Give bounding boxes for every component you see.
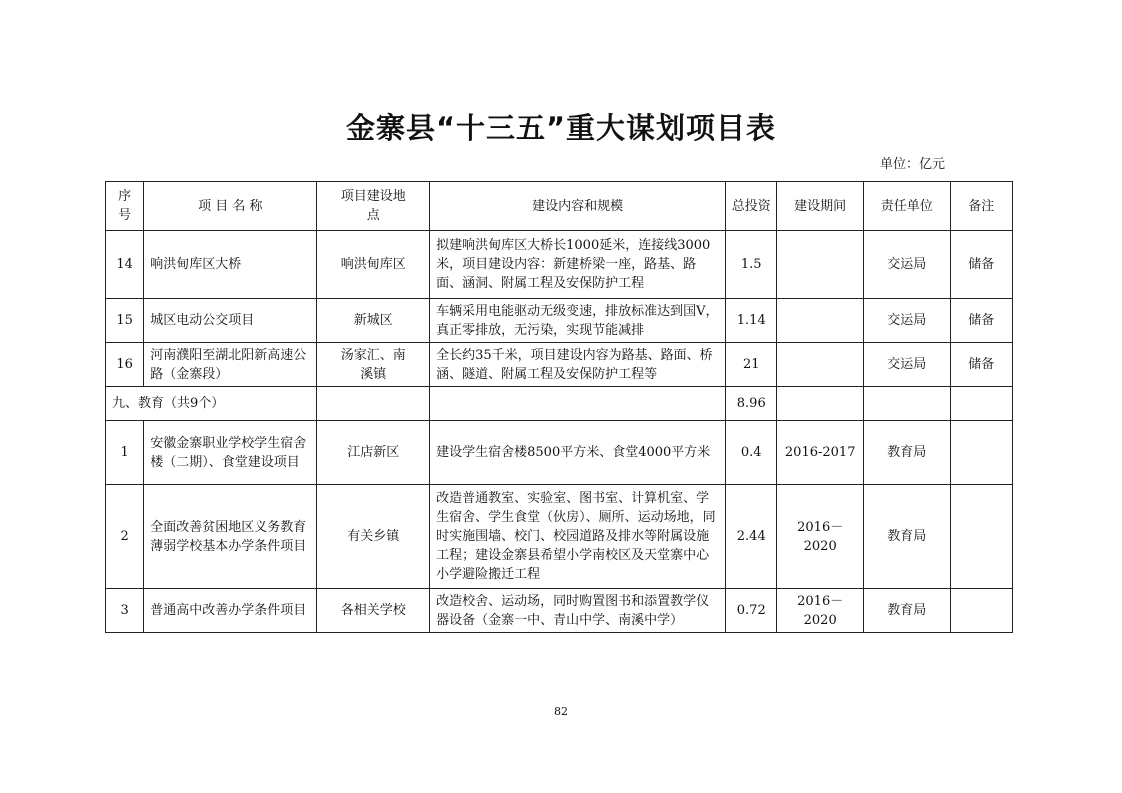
document-title: 金寨县“十三五”重大谋划项目表 (345, 111, 777, 145)
table-row (106, 343, 1013, 387)
row-remark: 储备 (950, 299, 1012, 343)
row-unit: 交运局 (863, 343, 950, 387)
page-number: 82 (554, 705, 568, 718)
row-investment: 1.14 (726, 299, 777, 343)
row-seq: 16 (106, 343, 144, 387)
header-period: 建设期间 (777, 182, 864, 231)
row-remark (950, 485, 1012, 589)
section-label: 九、教育（共9个） (106, 387, 317, 421)
row-content: 全长约35千米，项目建设内容为路基、路面、桥涵、隧道、附属工程及安保防护工程等 (430, 343, 726, 387)
table-row (106, 299, 1013, 343)
header-name: 项 目 名 称 (144, 182, 317, 231)
row-unit: 交运局 (863, 231, 950, 299)
row-seq: 1 (106, 421, 144, 485)
row-seq: 2 (106, 485, 144, 589)
row-content: 拟建响洪甸库区大桥长1000延米，连接线3000米，项目建设内容：新建桥梁一座，路基、路面、涵洞、附属工程及安保防护工程 (430, 231, 726, 299)
header-row (106, 182, 1013, 231)
row-name: 安徽金寨职业学校学生宿舍楼（二期）、食堂建设项目 (144, 421, 317, 485)
table-row (106, 421, 1013, 485)
row-seq: 3 (106, 589, 144, 633)
project-table (105, 181, 1013, 633)
row-period: 2016－2020 (777, 589, 864, 633)
row-content: 改造普通教室、实验室、图书室、计算机室、学生宿舍、学生食堂（伙房）、厕所、运动场地，同时实施围墙、校门、校园道路及排水等附属设施工程；建设金寨县希望小学南校区及天堂寨中心小学避险搬迁工程 (430, 485, 726, 589)
row-seq: 14 (106, 231, 144, 299)
header-investment: 总投资 (726, 182, 777, 231)
table-row (106, 231, 1013, 299)
row-investment: 2.44 (726, 485, 777, 589)
row-name: 河南濮阳至湖北阳新高速公路（金寨段） (144, 343, 317, 387)
row-content: 建设学生宿舍楼8500平方米、食堂4000平方米 (430, 421, 726, 485)
section-empty-cell (430, 387, 726, 421)
row-unit: 教育局 (863, 485, 950, 589)
row-unit: 交运局 (863, 299, 950, 343)
row-investment: 0.4 (726, 421, 777, 485)
row-remark: 储备 (950, 231, 1012, 299)
section-empty-cell (777, 387, 864, 421)
row-name: 响洪甸库区大桥 (144, 231, 317, 299)
row-remark (950, 589, 1012, 633)
row-content: 改造校舍、运动场，同时购置图书和添置教学仪器设备（金寨一中、青山中学、南溪中学） (430, 589, 726, 633)
row-remark: 储备 (950, 343, 1012, 387)
row-period (777, 299, 864, 343)
row-unit: 教育局 (863, 421, 950, 485)
row-period (777, 231, 864, 299)
header-remark: 备注 (950, 182, 1012, 231)
section-empty-cell (863, 387, 950, 421)
row-investment: 21 (726, 343, 777, 387)
section-investment: 8.96 (726, 387, 777, 421)
header-content: 建设内容和规模 (430, 182, 726, 231)
header-location: 项目建设地点 (317, 182, 430, 231)
table-row (106, 485, 1013, 589)
row-content: 车辆采用电能驱动无级变速，排放标准达到国Ⅴ，真正零排放，无污染，实现节能减排 (430, 299, 726, 343)
row-investment: 0.72 (726, 589, 777, 633)
unit-note: 单位：亿元 (879, 157, 945, 172)
row-period (777, 343, 864, 387)
row-location: 响洪甸库区 (317, 231, 430, 299)
section-empty-cell (317, 387, 430, 421)
header-seq: 序号 (106, 182, 144, 231)
row-period: 2016－2020 (777, 485, 864, 589)
row-investment: 1.5 (726, 231, 777, 299)
row-unit: 教育局 (863, 589, 950, 633)
row-location: 汤家汇、南溪镇 (317, 343, 430, 387)
section-empty-cell (950, 387, 1012, 421)
header-unit: 责任单位 (863, 182, 950, 231)
row-location: 有关乡镇 (317, 485, 430, 589)
row-remark (950, 421, 1012, 485)
row-location: 新城区 (317, 299, 430, 343)
row-name: 全面改善贫困地区义务教育薄弱学校基本办学条件项目 (144, 485, 317, 589)
table-row (106, 589, 1013, 633)
row-name: 普通高中改善办学条件项目 (144, 589, 317, 633)
row-period: 2016-2017 (777, 421, 864, 485)
section-row (106, 387, 1013, 421)
row-location: 江店新区 (317, 421, 430, 485)
row-name: 城区电动公交项目 (144, 299, 317, 343)
row-location: 各相关学校 (317, 589, 430, 633)
row-seq: 15 (106, 299, 144, 343)
